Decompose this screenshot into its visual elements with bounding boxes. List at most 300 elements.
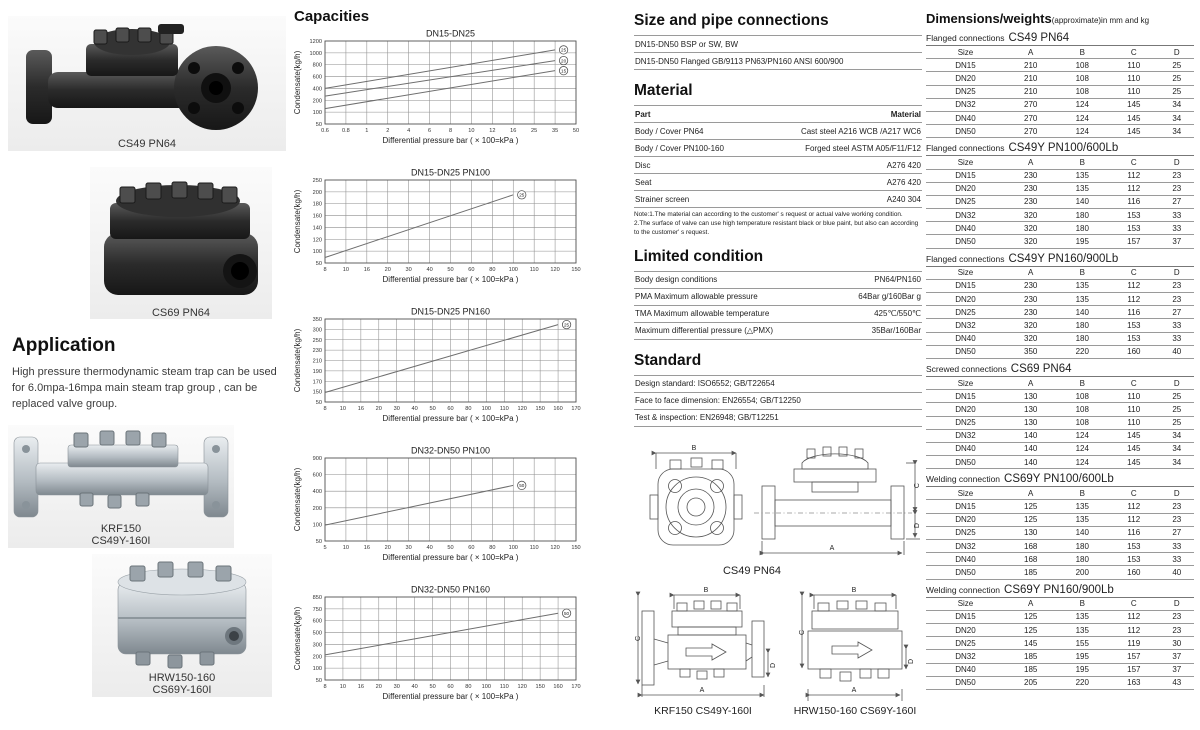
svg-text:8: 8	[323, 684, 327, 690]
dim-cell: 230	[1005, 195, 1057, 208]
dim-cell: 110	[1108, 72, 1160, 85]
svg-text:10: 10	[339, 684, 347, 690]
capacity-chart-dn32-dn50-pn160	[292, 584, 592, 721]
dim-cell: 124	[1056, 429, 1108, 442]
svg-text:20: 20	[375, 406, 382, 412]
svg-text:80: 80	[489, 267, 496, 273]
svg-text:300: 300	[312, 327, 322, 334]
svg-text:20: 20	[384, 545, 391, 551]
svg-text:16: 16	[357, 406, 364, 412]
dim-cell: 270	[1005, 125, 1057, 138]
svg-text:DN15-DN25: DN15-DN25	[425, 28, 476, 39]
svg-text:50: 50	[572, 128, 580, 134]
dim-cell: DN25	[926, 85, 1005, 98]
limited-label: PMA Maximum allowable pressure	[635, 292, 758, 302]
svg-text:600: 600	[312, 472, 322, 479]
svg-text:100: 100	[312, 666, 322, 673]
material-value: A276 420	[886, 177, 921, 187]
svg-text:Condensate(kg/h): Condensate(kg/h)	[293, 50, 302, 115]
dim-cell: 145	[1005, 637, 1057, 650]
svg-text:DN15-DN25 PN160: DN15-DN25 PN160	[410, 306, 491, 317]
dim-cell: 124	[1056, 98, 1108, 111]
standard-title: Standard	[634, 351, 702, 369]
dim-cell: 37	[1160, 663, 1194, 676]
svg-text:12: 12	[489, 128, 496, 134]
dim-cell: 112	[1108, 610, 1160, 623]
svg-text:2: 2	[386, 128, 390, 134]
capacities-section	[292, 6, 592, 723]
svg-text:40: 40	[411, 684, 418, 690]
svg-text:50: 50	[519, 483, 525, 489]
svg-text:20: 20	[375, 684, 382, 690]
dim-cell: 180	[1056, 319, 1108, 332]
svg-text:35: 35	[551, 128, 559, 134]
dim-table-row	[926, 650, 1194, 663]
dim-cell: 25	[1160, 59, 1194, 72]
dim-cell: 23	[1160, 513, 1194, 526]
dim-table-row	[926, 222, 1194, 235]
dim-col-A: A	[1005, 266, 1057, 279]
svg-text:150: 150	[535, 406, 545, 412]
svg-text:50: 50	[315, 400, 322, 406]
dim-table-row	[926, 429, 1194, 442]
svg-text:60: 60	[447, 684, 454, 690]
dimensions-heading	[926, 10, 1194, 28]
photo-caption-line1: HRW150-160	[148, 671, 216, 684]
dim-cell: 168	[1005, 540, 1057, 553]
dim-cell: 108	[1056, 85, 1108, 98]
dim-col-Size: Size	[926, 266, 1005, 279]
dim-cell: 108	[1056, 59, 1108, 72]
limited-label: Maximum differential pressure (△PMX)	[635, 326, 774, 336]
svg-text:Condensate(kg/h): Condensate(kg/h)	[293, 606, 302, 671]
dim-cell: DN20	[926, 403, 1005, 416]
svg-text:350: 350	[312, 317, 322, 323]
dim-table-row	[926, 319, 1194, 332]
dim-cell: 43	[1160, 676, 1194, 689]
dim-letter-d: D	[770, 662, 777, 668]
svg-text:50: 50	[315, 122, 322, 128]
dim-table-label	[926, 473, 1194, 485]
product-photo-hrw150-160	[92, 554, 272, 697]
dim-cell: DN50	[926, 345, 1005, 358]
material-value: A240 304	[886, 194, 921, 204]
svg-text:110: 110	[499, 684, 509, 690]
dim-col-B: B	[1056, 597, 1108, 610]
dim-cell: 33	[1160, 553, 1194, 566]
size-pipe-row: DN15-DN50 BSP or SW, BW	[634, 35, 922, 52]
dimensions-column	[926, 10, 1194, 690]
dim-table-label	[926, 142, 1194, 154]
material-note-line: 2.The surface of valve can use high temperature resistant black or blue paint, but also can according to the customer' s request.	[634, 219, 919, 236]
dim-cell: 157	[1108, 650, 1160, 663]
svg-text:25: 25	[561, 47, 567, 53]
dim-letter-d: D	[908, 658, 915, 664]
dim-cell: 116	[1108, 195, 1160, 208]
dim-col-C: C	[1108, 156, 1160, 169]
dim-cell: 230	[1005, 279, 1057, 292]
dim-letter-b: B	[851, 586, 857, 594]
dim-letter-c: C	[799, 629, 806, 635]
svg-text:60: 60	[468, 267, 475, 273]
dim-cell: 116	[1108, 526, 1160, 539]
dim-col-Size: Size	[926, 597, 1005, 610]
drawing-caption-krf: KRF150 CS49Y-160I	[654, 704, 752, 717]
valve-photo-cs69-illustration	[90, 167, 272, 305]
svg-text:180: 180	[312, 201, 322, 208]
dim-cell: 350	[1005, 345, 1057, 358]
standard-row: Face to face dimension: EN26554; GB/T12250	[634, 392, 922, 409]
dim-cell: 145	[1108, 442, 1160, 455]
dim-table-row	[926, 390, 1194, 403]
svg-text:80: 80	[465, 406, 472, 412]
dim-table	[926, 266, 1194, 359]
dim-cell: DN15	[926, 500, 1005, 513]
dim-table-row	[926, 235, 1194, 248]
svg-text:120: 120	[517, 406, 527, 412]
svg-text:160: 160	[553, 406, 563, 412]
dim-col-B: B	[1056, 156, 1108, 169]
application-title: Application	[12, 335, 116, 356]
dimension-drawings	[634, 443, 922, 725]
dim-table-row	[926, 416, 1194, 429]
dim-table-row	[926, 566, 1194, 579]
dim-letter-b: B	[691, 444, 697, 452]
dim-table-row	[926, 72, 1194, 85]
dim-cell: 110	[1108, 390, 1160, 403]
dim-cell: 130	[1005, 416, 1057, 429]
svg-text:110: 110	[529, 545, 539, 551]
svg-text:160: 160	[312, 213, 322, 220]
svg-text:Condensate(kg/h): Condensate(kg/h)	[293, 467, 302, 532]
svg-text:100: 100	[312, 249, 322, 256]
svg-text:30: 30	[393, 684, 400, 690]
dimension-tables	[926, 32, 1194, 690]
svg-text:0.8: 0.8	[342, 128, 350, 134]
dim-col-A: A	[1005, 46, 1057, 59]
svg-text:850: 850	[312, 595, 322, 601]
material-col-part: Part	[635, 109, 651, 119]
dim-letter-c: C	[635, 635, 642, 641]
limited-condition-row	[634, 305, 922, 322]
dim-cell: 33	[1160, 332, 1194, 345]
dim-cell: DN15	[926, 279, 1005, 292]
svg-text:16: 16	[363, 267, 370, 273]
svg-text:170: 170	[571, 406, 581, 412]
svg-text:50: 50	[447, 545, 454, 551]
dim-cell: 185	[1005, 650, 1057, 663]
svg-text:25: 25	[531, 128, 538, 134]
dim-cell: 125	[1005, 500, 1057, 513]
svg-text:600: 600	[312, 618, 322, 625]
dim-col-D: D	[1160, 376, 1194, 389]
dim-cell: 34	[1160, 429, 1194, 442]
dim-cell: 195	[1056, 650, 1108, 663]
dim-table-row	[926, 456, 1194, 469]
dim-cell: 125	[1005, 623, 1057, 636]
dim-cell: 210	[1005, 59, 1057, 72]
svg-text:190: 190	[312, 368, 322, 375]
svg-text:140: 140	[312, 225, 322, 232]
svg-text:DN32-DN50 PN160: DN32-DN50 PN160	[410, 584, 491, 595]
limited-title: Limited condition	[634, 247, 764, 265]
dim-cell: 160	[1108, 345, 1160, 358]
limited-condition-row	[634, 322, 922, 340]
svg-text:200: 200	[312, 189, 322, 196]
svg-text:1200: 1200	[309, 39, 322, 45]
dim-cell: DN40	[926, 663, 1005, 676]
dim-cell: 153	[1108, 319, 1160, 332]
dim-cell: 320	[1005, 235, 1057, 248]
dim-table	[926, 45, 1194, 138]
material-value: A276 420	[886, 160, 921, 170]
material-row	[634, 190, 922, 208]
dim-table-row	[926, 637, 1194, 650]
limited-value: 64Bar g/160Bar g	[858, 292, 921, 302]
connection-type: Flanged connections	[926, 143, 1005, 154]
dim-cell: 25	[1160, 416, 1194, 429]
dim-cell: 112	[1108, 623, 1160, 636]
dim-cell: 205	[1005, 676, 1057, 689]
svg-text:1000: 1000	[309, 50, 322, 57]
dim-table-row	[926, 85, 1194, 98]
limited-condition-row	[634, 271, 922, 288]
svg-text:110: 110	[499, 406, 509, 412]
material-value: Forged steel ASTM A05/F11/F12	[805, 143, 921, 153]
dim-table-header	[926, 376, 1194, 389]
capacity-chart-dn15-dn25-pn100	[292, 167, 592, 304]
dim-cell: 135	[1056, 513, 1108, 526]
dim-table-label	[926, 584, 1194, 596]
dim-col-A: A	[1005, 597, 1057, 610]
svg-text:170: 170	[312, 379, 322, 386]
dim-cell: 110	[1108, 403, 1160, 416]
dim-table-row	[926, 610, 1194, 623]
svg-text:170: 170	[571, 684, 581, 690]
dim-cell: 112	[1108, 279, 1160, 292]
svg-text:120: 120	[550, 267, 560, 273]
dim-cell: 220	[1056, 345, 1108, 358]
dim-cell: DN20	[926, 623, 1005, 636]
svg-text:8: 8	[323, 267, 327, 273]
dim-cell: 153	[1108, 332, 1160, 345]
svg-text:500: 500	[312, 630, 322, 637]
svg-text:8: 8	[448, 128, 453, 134]
dim-letter-a: A	[829, 544, 835, 552]
dim-cell: DN15	[926, 169, 1005, 182]
dim-cell: DN40	[926, 111, 1005, 124]
svg-text:100: 100	[312, 110, 322, 117]
dim-cell: 135	[1056, 182, 1108, 195]
dim-cell: 145	[1108, 111, 1160, 124]
valve-photo-krf150-illustration	[8, 425, 234, 521]
dim-cell: 108	[1056, 416, 1108, 429]
dim-table-row	[926, 59, 1194, 72]
dim-letter-a: A	[699, 686, 705, 694]
dim-cell: DN40	[926, 222, 1005, 235]
dim-cell: DN20	[926, 293, 1005, 306]
dim-cell: 195	[1056, 235, 1108, 248]
dim-cell: DN25	[926, 306, 1005, 319]
svg-text:800: 800	[312, 62, 322, 69]
dim-col-D: D	[1160, 266, 1194, 279]
product-photo-cs69-pn64	[90, 167, 272, 320]
dim-cell: 27	[1160, 306, 1194, 319]
dim-col-Size: Size	[926, 376, 1005, 389]
dim-cell: 140	[1056, 195, 1108, 208]
connection-type: Welding connection	[926, 474, 1001, 485]
dim-table-row	[926, 442, 1194, 455]
dim-table-header	[926, 46, 1194, 59]
svg-text:110: 110	[529, 267, 539, 273]
material-part: Body / Cover PN64	[635, 126, 704, 136]
material-row	[634, 156, 922, 173]
dim-cell: 160	[1108, 566, 1160, 579]
dim-cell: 230	[1005, 306, 1057, 319]
svg-text:10: 10	[342, 545, 350, 551]
dim-cell: 135	[1056, 623, 1108, 636]
model-name: CS49 PN64	[1008, 32, 1070, 44]
dim-cell: 145	[1108, 98, 1160, 111]
dimensions-title-suffix: (approximate)in mm and kg	[1051, 16, 1150, 25]
dim-table-row	[926, 182, 1194, 195]
dim-cell: 145	[1108, 125, 1160, 138]
svg-text:16: 16	[510, 128, 517, 134]
dim-table-row	[926, 169, 1194, 182]
svg-text:200: 200	[312, 505, 322, 512]
svg-text:16: 16	[357, 684, 364, 690]
dim-cell: 135	[1056, 500, 1108, 513]
dim-cell: 33	[1160, 540, 1194, 553]
dim-col-A: A	[1005, 156, 1057, 169]
size-pipe-table	[634, 35, 922, 70]
photo-caption-line2: CS49Y-160I	[91, 535, 151, 548]
dim-cell: 153	[1108, 540, 1160, 553]
photo-caption-line2: CS69Y-160I	[152, 684, 212, 697]
dim-cell: 135	[1056, 293, 1108, 306]
dim-cell: 34	[1160, 442, 1194, 455]
model-name: CS69Y PN160/900Lb	[1004, 583, 1114, 596]
material-part: Body / Cover PN100-160	[635, 143, 724, 153]
dim-cell: 210	[1005, 72, 1057, 85]
dim-cell: 40	[1160, 566, 1194, 579]
svg-text:Condensate(kg/h): Condensate(kg/h)	[293, 328, 302, 393]
material-row	[634, 122, 922, 139]
dim-cell: DN20	[926, 513, 1005, 526]
dim-cell: 155	[1056, 637, 1108, 650]
dim-cell: 110	[1108, 85, 1160, 98]
dim-table-row	[926, 332, 1194, 345]
dim-cell: 34	[1160, 456, 1194, 469]
dim-table-row	[926, 553, 1194, 566]
dim-cell: 180	[1056, 222, 1108, 235]
svg-text:120: 120	[312, 237, 322, 244]
dim-cell: 30	[1160, 637, 1194, 650]
dim-table-label	[926, 32, 1194, 44]
model-name: CS69 PN64	[1010, 362, 1072, 375]
svg-text:200: 200	[312, 654, 322, 661]
dim-cell: 124	[1056, 442, 1108, 455]
dim-cell: 25	[1160, 72, 1194, 85]
dim-table-row	[926, 623, 1194, 636]
product-photo-column	[8, 0, 286, 704]
svg-text:150: 150	[312, 389, 322, 396]
photo-caption-line1: KRF150	[100, 522, 142, 535]
dim-cell: DN50	[926, 125, 1005, 138]
dim-table-row	[926, 513, 1194, 526]
dim-table-row	[926, 98, 1194, 111]
svg-text:16: 16	[363, 545, 370, 551]
photo-caption: CS69 PN64	[151, 306, 211, 319]
material-col-material: Material	[890, 109, 921, 119]
svg-text:20: 20	[384, 267, 391, 273]
svg-text:50: 50	[315, 678, 322, 684]
dim-col-B: B	[1056, 487, 1108, 500]
dim-cell: 130	[1005, 526, 1057, 539]
dim-cell: 145	[1108, 429, 1160, 442]
size-pipe-row: DN15-DN50 Flanged GB/9113 PN63/PN160 ANSI 600/900	[634, 52, 922, 70]
dim-col-D: D	[1160, 46, 1194, 59]
svg-text:10: 10	[468, 128, 475, 134]
dim-cell: 130	[1005, 403, 1057, 416]
dim-cell: 195	[1056, 663, 1108, 676]
material-title: Material	[634, 82, 693, 99]
dim-table	[926, 486, 1194, 579]
svg-text:150: 150	[571, 267, 581, 273]
limited-label: Body design conditions	[635, 275, 718, 285]
model-name: CS49Y PN100/600Lb	[1008, 142, 1119, 155]
svg-text:Condensate(kg/h): Condensate(kg/h)	[293, 189, 302, 254]
dim-col-Size: Size	[926, 46, 1005, 59]
dim-cell: 140	[1005, 442, 1057, 455]
svg-text:0.6: 0.6	[321, 128, 329, 134]
photo-caption	[92, 672, 272, 697]
connection-type: Flanged connections	[926, 253, 1005, 264]
svg-text:60: 60	[447, 406, 454, 412]
dim-cell: DN32	[926, 429, 1005, 442]
specs-column	[634, 12, 922, 730]
dim-cell: 23	[1160, 623, 1194, 636]
svg-text:6: 6	[428, 128, 432, 134]
dim-letter-a: A	[851, 686, 857, 694]
dim-col-A: A	[1005, 376, 1057, 389]
dim-cell: DN25	[926, 195, 1005, 208]
dim-letter-d: D	[914, 522, 921, 528]
dim-cell: 153	[1108, 222, 1160, 235]
material-row	[634, 173, 922, 190]
dim-cell: 153	[1108, 209, 1160, 222]
dim-cell: 185	[1005, 566, 1057, 579]
dim-cell: 135	[1056, 279, 1108, 292]
svg-text:15: 15	[561, 68, 567, 74]
dim-cell: 27	[1160, 195, 1194, 208]
svg-text:Differential pressure bar ( ×: Differential pressure bar ( × 100=kPa )	[382, 275, 519, 284]
dim-col-D: D	[1160, 487, 1194, 500]
dim-col-C: C	[1108, 266, 1160, 279]
svg-text:50: 50	[447, 267, 454, 273]
capacity-chart-dn15-dn25-pn160	[292, 306, 592, 443]
dim-cell: DN40	[926, 442, 1005, 455]
dim-cell: 23	[1160, 169, 1194, 182]
dim-cell: 110	[1108, 59, 1160, 72]
dim-cell: 230	[1005, 169, 1057, 182]
dim-cell: 270	[1005, 98, 1057, 111]
svg-text:400: 400	[312, 489, 322, 496]
dim-col-D: D	[1160, 156, 1194, 169]
valve-photo-hrw150-illustration	[92, 554, 272, 670]
dim-table-label	[926, 253, 1194, 265]
dim-cell: DN40	[926, 332, 1005, 345]
